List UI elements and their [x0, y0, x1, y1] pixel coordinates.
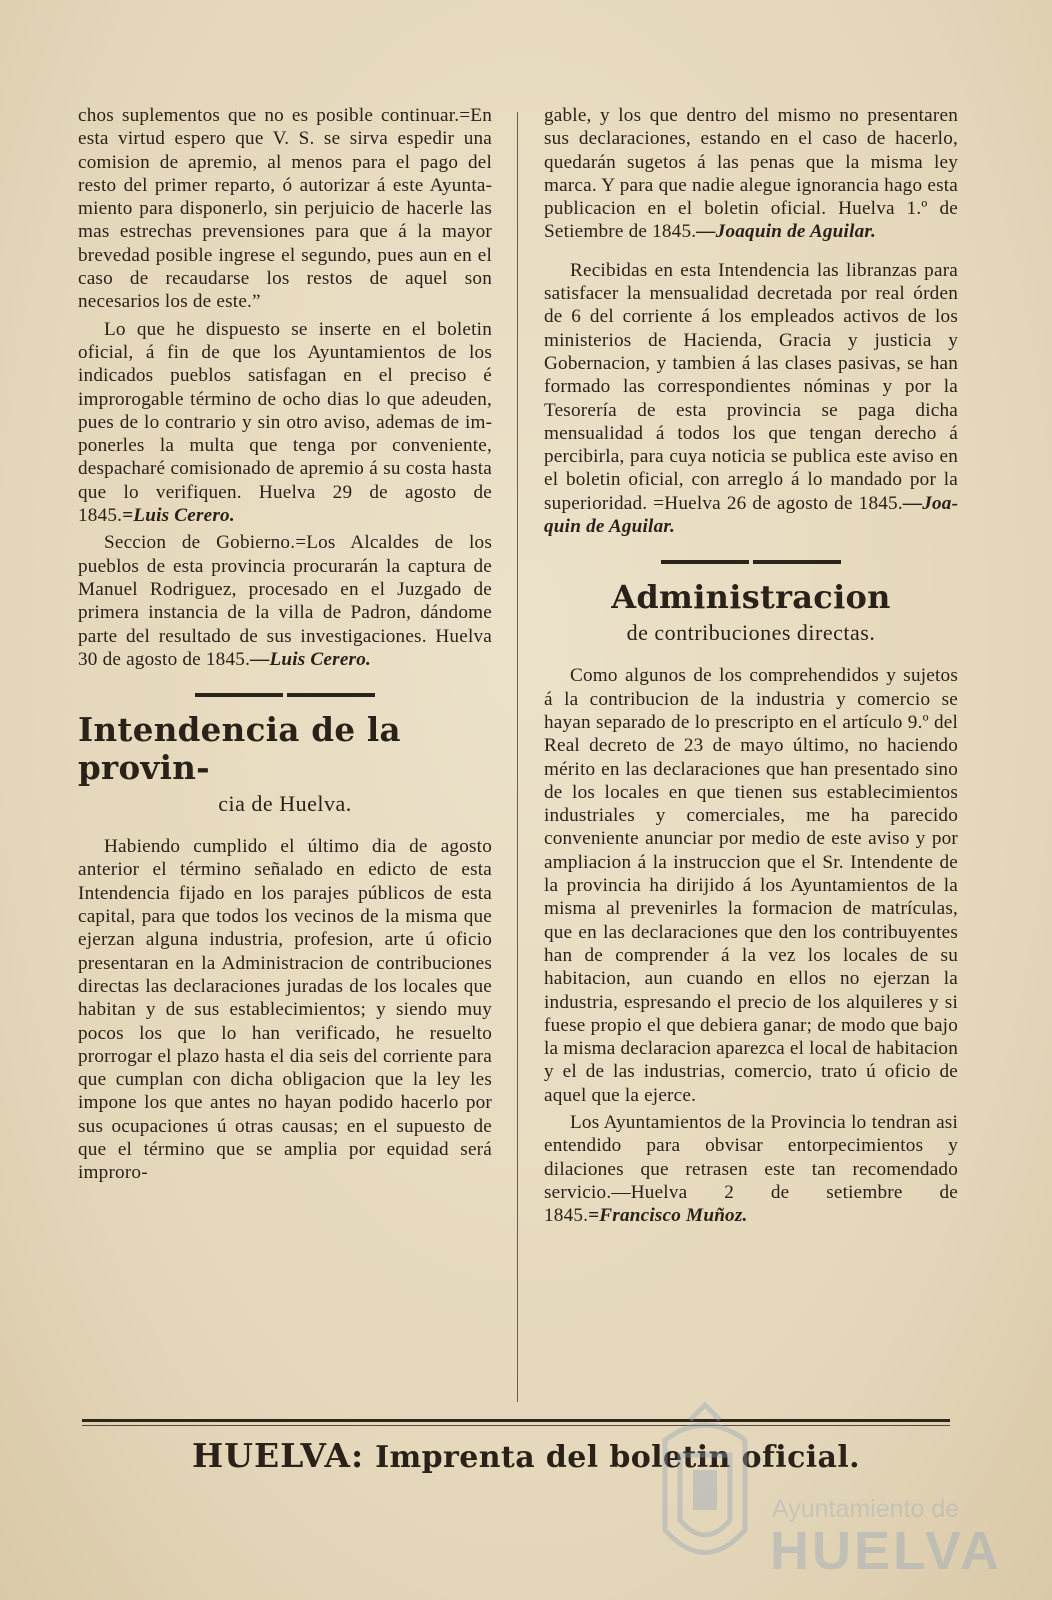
- ayuntamiento-watermark: [645, 1400, 1002, 1590]
- signature-luis-cerero-1: =Luis Cerero.: [122, 505, 235, 527]
- signature-joaquin-aguilar-2: —Joaquin de Aguilar.: [544, 492, 958, 538]
- city-crest-icon: [645, 1400, 765, 1590]
- imprint-city: HUELVA:: [191, 1436, 365, 1475]
- left-paragraph-intendencia: Habiendo cumplido el último dia de agosto anterior el término señalado en edicto de esta Intendencia fijado en los parajes públicos de esta capital, para que todos los vecinos de la misma que ejerzan alguna industria, profesion, arte ú oficio presentaran en la Administracion de contribuciones directas las declaraciones juradas de los locales que habitan y de sus establecimientos; y siendo muy pocos los que lo han verificado, he resuelto prorrogar el plazo hasta el dia seis del corriente para que cumplan con dicha obligacion que la ley les impone los que antes no hayan podido hacerlo por sus ocupaciones ú otras causas; en el supuesto de que el término que se amplia por equidad será improro-: [78, 836, 492, 1184]
- left-paragraph-seccion-gobierno: [78, 531, 492, 671]
- heading-intendencia: Intendencia de la provin-: [78, 710, 401, 788]
- right-paragraph-ayuntamientos-text: Los Ayuntamientos de la Provincia lo tendran asi entendido para obvisar entorpecimientos y dilaciones que retrasen este tan recomendado servicio.—Huelva 2 de setiembre de 1845.: [544, 1111, 958, 1227]
- signature-francisco-munoz: =Francisco Muñoz.: [588, 1205, 748, 1227]
- watermark-line1: Ayuntamiento de: [772, 1495, 960, 1523]
- subheading-administracion: de contribuciones directas.: [626, 620, 876, 646]
- left-paragraph-seccion-text: Seccion de Gobierno.=Los Alcaldes de los pueblos de esta provincia procurarán la captura de Manuel Rodriguez, procesado en el Juzgado de primera instancia de la villa de Padron, dándome parte del resultado de sus investigaciones. Huelva 30 de agosto de 1845.: [78, 532, 492, 670]
- subheading-intendencia: cia de Huelva.: [218, 791, 352, 817]
- right-paragraph-continuation-text: gable, y los que dentro del mismo no presentaren sus declaraciones, estando en el caso de hacerlo, quedarán sugetos á las penas que la misma ley marca. Y para que nadie alegue ignorancia hago esta publicacion en el boletin oficial. Huelva 1.º de Setiembre de 1845.: [544, 105, 958, 243]
- left-paragraph-decree-text: Lo que he dispuesto se inserte en el boletin oficial, á fin de que los Ayuntamientos de los indicados pueblos satisfagan en el preciso é improrogable término de ocho dias lo que adeuden, pues de lo contrario y sin otro aviso, ademas de imponerles la multa que tenga por conveniente, despacharé comisionado de apremio á su costa hasta que lo verifiquen. Huelva 29 de agosto de 1845.: [78, 318, 492, 527]
- section-divider-right: [544, 560, 958, 564]
- right-paragraph-contribuciones: Como algunos de los comprehendidos y sujetos á la contribucion de la industria y comercio se hayan separado de lo prescripto en el artículo 9.º del Real decreto de 23 de mayo último, no haciendo mérito en las declaraciones que han presentado sino de los locales en que tienen sus establecimientos industriales y comerciales, me ha parecido conveniente anunciar por medio de este aviso y por ampliacion á la instruccion que el Sr. Intendente de la provincia ha dirijido á los Ayuntamientos de la misma al prevenirles la formacion de matrículas, que en las declaraciones que den los contribuyentes han de comprender á la vez los locales de su habitacion, aun cuando en ellos no ejerzan la industria, espresando el precio de los alquileres y si fuese propio el que debiera ganar; de modo que bajo la misma declaracion aparezca el local de habitacion y el de las industrias, comercio, trato ú oficio de aquel que la ejerce.: [544, 665, 958, 1106]
- heading-administracion: Administracion: [611, 578, 891, 617]
- right-paragraph-libranzas-text: Recibidas en esta Intendencia las libranzas para satisfacer la mensualidad decretada por real órden de 6 del corriente á los empleados activos de los ministerios de Hacienda, Gracia y justicia y Gobernacion, y tambien á las clases pasivas, se han formado las correspondientes nóminas y por la Tesorería de esta provincia se paga dicha mensualidad á todos los que tengan derecho á percibirla, para cuya noticia se publica este aviso en el boletin oficial, con arreglo á lo mandado por la superioridad. =Huelva 26 de agosto de 1845.: [544, 259, 958, 514]
- right-paragraph-ayuntamientos: [544, 1111, 958, 1227]
- section-divider-left: [78, 693, 492, 697]
- left-paragraph-continuation: chos suplementos que no es posible continuar.=En esta virtud espero que V. S. se sirva espedir una comision de apremio, al menos para el pago del resto del primer reparto, ó autorizar á este Ayuntamiento para disponerlo, sin perjuicio de hacerle las mas estrechas prevensiones para que á la mayor brevedad posible ingrese el segundo, pues aun en el caso de recaudarse los restos de aquel son necesarios los de este.”: [78, 105, 492, 313]
- right-column: [544, 104, 958, 1227]
- right-paragraph-libranzas: [544, 259, 958, 539]
- right-paragraph-continuation: [544, 104, 958, 244]
- left-paragraph-decree: [78, 318, 492, 528]
- signature-luis-cerero-2: —Luis Cerero.: [250, 648, 371, 670]
- left-column: [78, 104, 492, 1185]
- watermark-line2: HUELVA: [770, 1521, 1002, 1581]
- signature-joaquin-aguilar-1: —Joaquin de Aguilar.: [696, 221, 877, 243]
- column-divider: [517, 112, 518, 1402]
- imprint-text: Imprenta del boletin oficial.: [375, 1440, 861, 1475]
